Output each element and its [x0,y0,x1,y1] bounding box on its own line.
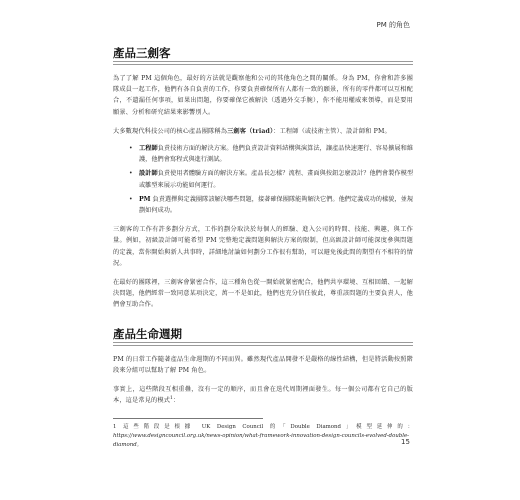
paragraph: PM 的日常工作隨著產品生命週期的不同而異。雖然現代產品開發不是嚴格的線性結構，但是將活動按照階段來分組可以幫助了解 PM 角色。 [113,355,413,374]
role-list [113,143,413,216]
list-item [113,168,413,190]
footnote-ref[interactable]: 1 [170,396,174,402]
footnote-text: 這些階段是根據 UK Design Council 的「Double Diamond」模型延伸的： [123,424,413,431]
role-description: 負責選擇與定義團隊該解決哪些問題，接著確保團隊能夠解決它們。他們定義成功的樣貌，並規劃如何成功。 [139,195,413,215]
footnote-link[interactable]: https://www.designcouncil.org.uk/news-opinion/what-framework-innovation-design-councils-evolved-double-diamond [113,433,409,449]
footnote [113,423,413,449]
paragraph: 三劍客的工作有許多劃分方式，工作的劃分取決於每個人的經驗、進入公司的時間、技能、興趣，與工作量。例如，初級設計師可能希望 PM 完整地定義問題與解決方案的限制，但高級設計師可能深度參與問題的定義，當你開始與新人共事時，詳細地討論如何劃分工作很有幫助，可以避免後此間的期望有不相符的情況。 [113,226,413,267]
footnote-divider [113,418,263,419]
section-title-text: 產品生命週期 [113,327,186,341]
running-head: PM 的角色 [376,21,410,29]
footnote-number: 1 [113,424,117,431]
paragraph-text: ： [173,397,180,405]
paragraph-text: 事實上，這些階段互相重疊，沒有一定的順序，而且會在迭代周期裡面發生。每一個公司都有它自己的版本，這是常見的模式 [113,386,413,405]
bullet-icon: • [129,170,133,178]
role-name: PM [139,195,151,203]
paragraph [113,384,413,406]
paragraph [113,126,413,137]
paragraph-text: 大多數現代科技公司的核心產品團隊稱為 [113,127,228,135]
paragraph: 為了了解 PM 這個角色，最好的方法就是觀察他和公司的其他角色之間的關係。身為 PM，你會和許多團隊成員一起工作，他們有各自負責的工作，你要負責確保所有人都有一致的願景，所有的零件都可以互相配合，不遺漏任何事項，如果出問題，你要確保它被解決（透過外交手腕），你不能用權威來領導，而是要用願景、分析和研究結果來影響別人。 [113,75,413,116]
paragraph-text: ：工程師（或技術主管）、設計師和 PM。 [273,127,391,135]
role-description: 負責技術方面的解決方案。他們負責設計資料結構與演算法，讓產品快速運行、容易擴展和維護，他們會寫程式與進行測試。 [139,145,414,164]
role-description: 負責使用者體驗方面的解決方案。產品長怎樣？流程、畫面與按鈕怎麼設計？他們會製作模型或雛型來展示功能如何運行。 [139,170,414,189]
list-item [113,194,413,216]
list-item [113,143,413,165]
footnote-text: 。 [136,442,143,449]
role-name: 設計師 [139,170,158,178]
bullet-icon: • [129,145,133,153]
paragraph: 在最好的團隊裡，三劍客會緊密合作，這三種角色從一開始就緊密配合，他們共享環境、互相回饋、一起解決問題，他們經常一致同意某項決定，萬一不是如此，他們也充分信任彼此，尊重該問題的主要負責人，他們會互助合作。 [113,279,413,309]
role-name: 工程師 [139,145,158,153]
page-content [113,46,413,450]
section-title-product-triad [113,46,413,65]
section-title-text: 產品三劍客 [113,46,175,60]
section-title-product-lifecycle [113,327,413,346]
bullet-icon: • [129,195,133,203]
page-number: 15 [401,438,410,446]
bold-term: 三劍客（triad） [227,127,274,135]
